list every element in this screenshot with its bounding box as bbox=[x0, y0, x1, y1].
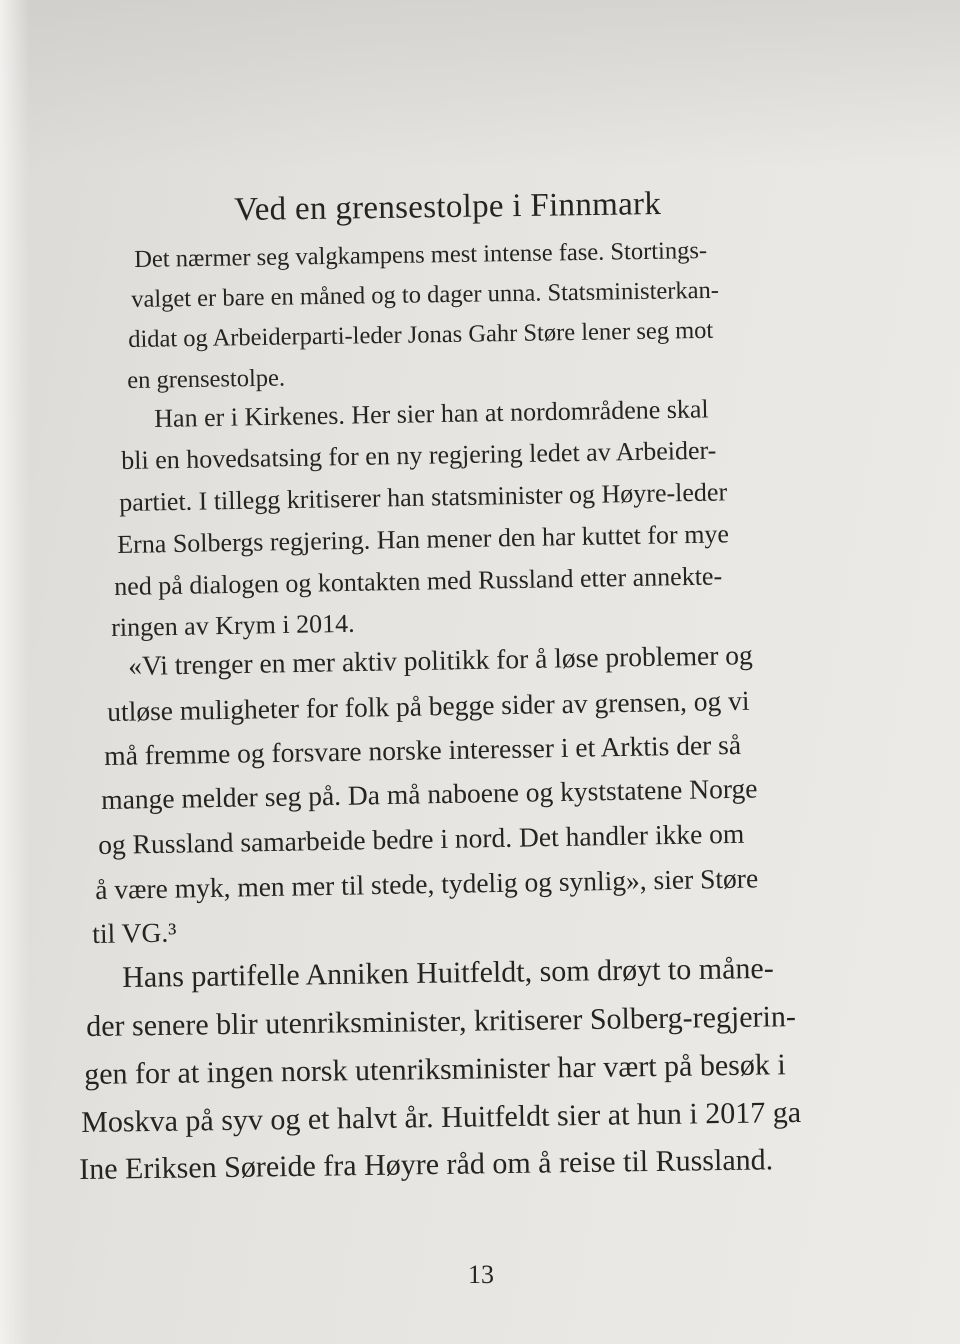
page-edge bbox=[0, 0, 30, 1344]
text-line: Han er i Kirkenes. Her sier han at nordområdene skal bbox=[154, 394, 709, 433]
text-line: Moskva på syv og et halvt år. Huitfeldt sier at hun i 2017 ga bbox=[81, 1095, 802, 1139]
text-line: en grensestolpe. bbox=[127, 364, 286, 394]
page-shadow bbox=[0, 0, 960, 170]
text-line: der senere blir utenriksminister, kritiserer Solberg-regjerin- bbox=[86, 1000, 797, 1043]
text-line: partiet. I tillegg kritiserer han statsminister og Høyre-leder bbox=[119, 477, 728, 517]
text-line: å være myk, men mer til stede, tydelig og synlig», sier Støre bbox=[95, 862, 759, 905]
text-line: Ine Eriksen Søreide fra Høyre råd om å reise til Russland. bbox=[79, 1143, 774, 1186]
page-number: 13 bbox=[468, 1260, 494, 1289]
text-line: «Vi trenger en mer aktiv politikk for å løse problemer og bbox=[128, 639, 754, 681]
text-line: må fremme og forsvare norske interesser i et Arktis der så bbox=[104, 728, 742, 771]
text-line: Det nærmer seg valgkampens mest intense fase. Stortings- bbox=[134, 237, 708, 273]
text-line: ringen av Krym i 2014. bbox=[111, 608, 355, 642]
text-line: bli en hovedsatsing for en ny regjering ledet av Arbeider- bbox=[121, 435, 717, 475]
text-line: ned på dialogen og kontakten med Russland etter annekte- bbox=[114, 561, 723, 601]
text-line: utløse muligheter for folk på begge sider av grensen, og vi bbox=[107, 684, 750, 727]
text-line: og Russland samarbeide bedre i nord. Det handler ikke om bbox=[98, 817, 745, 860]
text-line: gen for at ingen norsk utenriksminister har vært på besøk i bbox=[84, 1048, 786, 1091]
text-line: didat og Arbeiderparti-leder Jonas Gahr Støre lener seg mot bbox=[128, 316, 714, 353]
text-line: Hans partifelle Anniken Huitfeldt, som drøyt to måne- bbox=[122, 951, 774, 994]
text-line: mange melder seg på. Da må naboene og kyststatene Norge bbox=[101, 772, 758, 815]
text-line: valget er bare en måned og to dager unna. Statsministerkan- bbox=[131, 276, 720, 313]
text-line: til VG.³ bbox=[92, 916, 177, 949]
text-line: Erna Solbergs regjering. Han mener den har kuttet for mye bbox=[117, 519, 730, 559]
chapter-title: Ved en grensestolpe i Finnmark bbox=[234, 186, 662, 228]
